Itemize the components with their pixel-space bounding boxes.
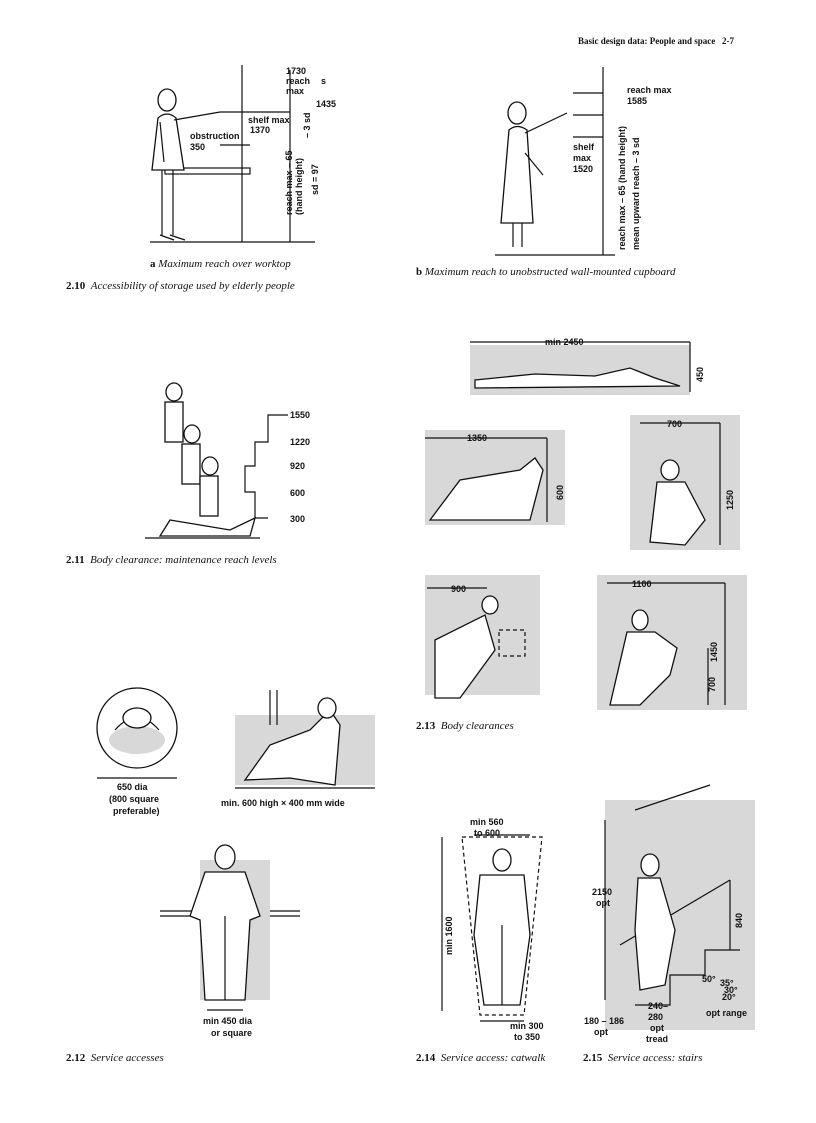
label-reach: reach xyxy=(286,76,311,86)
label-opt-range: opt range xyxy=(706,1008,748,1018)
label-shelf: shelf xyxy=(573,142,595,152)
figure-2-12 xyxy=(95,680,395,1050)
label-280: 280 xyxy=(648,1012,664,1022)
label-800sq: (800 square xyxy=(109,794,160,804)
label-min450: min 450 dia xyxy=(203,1016,253,1026)
label-20deg: 20° xyxy=(722,992,736,1002)
caption-2-12 xyxy=(66,1052,164,1064)
figure-caption: Service access: catwalk xyxy=(440,1052,546,1064)
label-opt: opt xyxy=(596,898,610,908)
caption-2-13 xyxy=(416,720,514,732)
figure-2-10a xyxy=(140,60,400,250)
figure-2-13 xyxy=(415,330,755,715)
caption-text: Maximum reach to unobstructed wall-mounted cupboard xyxy=(424,266,676,278)
level-1550: 1550 xyxy=(290,410,311,420)
figure-caption: Body clearances xyxy=(440,720,514,732)
caption-2-15 xyxy=(583,1052,702,1064)
label-reach-max: reach max xyxy=(627,85,672,95)
caption-letter: a xyxy=(150,258,156,270)
label-shelf-max: shelf max xyxy=(248,115,290,125)
level-300: 300 xyxy=(290,514,306,524)
label-2150: 2150 xyxy=(592,887,613,897)
figure-2-11 xyxy=(140,380,340,540)
label-700b: 700 xyxy=(707,676,717,692)
label-350: 350 xyxy=(190,142,206,152)
woman-figure xyxy=(501,127,533,224)
label-1730: 1730 xyxy=(286,66,307,76)
label-reach-sub: reach max – 65 (hand height) xyxy=(617,125,627,250)
label-riser-opt: opt xyxy=(594,1027,608,1037)
label-1370: 1370 xyxy=(250,125,271,135)
woman-head xyxy=(508,102,526,124)
level-1220: 1220 xyxy=(290,437,311,447)
label-35deg: 35° xyxy=(720,978,734,988)
caption-2-11 xyxy=(66,554,277,566)
label-min2450: min 2450 xyxy=(545,337,584,347)
label-180-186: 180 – 186 xyxy=(584,1016,625,1026)
label-hand-height: (hand height) xyxy=(294,158,304,215)
level-600: 600 xyxy=(290,488,306,498)
label-sd97: sd = 97 xyxy=(310,164,320,195)
label-obstruction: obstruction xyxy=(190,131,240,141)
label-min1600: min 1600 xyxy=(444,916,454,955)
label-to350: to 350 xyxy=(514,1032,541,1042)
level-920: 920 xyxy=(290,461,306,471)
label-1450: 1450 xyxy=(709,641,719,662)
label-50deg: 50° xyxy=(702,974,716,984)
figure-caption: Accessibility of storage used by elderly people xyxy=(90,280,295,292)
caption-letter: b xyxy=(416,266,423,278)
figure-2-15 xyxy=(580,780,770,1045)
label-240: 240– xyxy=(648,1001,669,1011)
label-max: max xyxy=(286,86,305,96)
label-crawl: min. 600 high × 400 mm wide xyxy=(221,798,345,808)
label-1100: 1100 xyxy=(632,579,652,589)
label-s: s xyxy=(321,76,327,86)
label-3sd: – 3 sd xyxy=(302,112,312,138)
label-preferable: preferable) xyxy=(113,806,160,816)
label-tread: tread xyxy=(646,1034,669,1044)
label-1585: 1585 xyxy=(627,96,648,106)
label-450: 450 xyxy=(695,366,705,382)
woman-figure xyxy=(152,114,184,170)
label-1350: 1350 xyxy=(467,433,488,443)
figure-number: 2.15 xyxy=(583,1052,603,1064)
label-30deg: 30° xyxy=(724,985,738,995)
label-1435: 1435 xyxy=(316,99,337,109)
label-650dia: 650 dia xyxy=(117,782,148,792)
label-mean: mean upward reach – 3 sd xyxy=(631,137,641,250)
running-header xyxy=(578,36,734,46)
label-600: 600 xyxy=(555,484,565,500)
label-tread-opt: opt xyxy=(650,1023,664,1033)
figure-number: 2.14 xyxy=(416,1052,436,1064)
figure-caption: Service accesses xyxy=(90,1052,164,1064)
figure-number: 2.13 xyxy=(416,720,436,732)
label-700: 700 xyxy=(667,419,683,429)
label-min300: min 300 xyxy=(510,1021,544,1031)
figure-number: 2.12 xyxy=(66,1052,86,1064)
caption-2-10b xyxy=(416,266,676,278)
figure-number: 2.10 xyxy=(66,280,86,292)
figure-caption: Service access: stairs xyxy=(607,1052,703,1064)
level-labels xyxy=(290,410,310,524)
page-number: 2-7 xyxy=(722,36,735,46)
figure-number: 2.11 xyxy=(66,554,85,566)
label-1520: 1520 xyxy=(573,164,594,174)
caption-2-10 xyxy=(66,280,295,292)
caption-2-10a xyxy=(150,258,291,270)
label-or-square: or square xyxy=(211,1028,253,1038)
woman-head xyxy=(158,89,176,111)
caption-text: Maximum reach over worktop xyxy=(158,258,291,270)
label-840: 840 xyxy=(734,912,744,928)
running-title: Basic design data: People and space xyxy=(578,36,716,46)
label-900: 900 xyxy=(451,584,467,594)
label-min560: min 560 xyxy=(470,817,504,827)
caption-2-14 xyxy=(416,1052,545,1064)
figure-2-10b xyxy=(495,65,695,265)
figure-2-14 xyxy=(432,815,572,1045)
label-max: max xyxy=(573,153,592,163)
figure-caption: Body clearance: maintenance reach levels xyxy=(90,554,277,566)
label-1250: 1250 xyxy=(725,489,735,510)
label-reach-sub: reach max – 65 xyxy=(284,150,294,215)
label-to600: to 600 xyxy=(474,828,501,838)
